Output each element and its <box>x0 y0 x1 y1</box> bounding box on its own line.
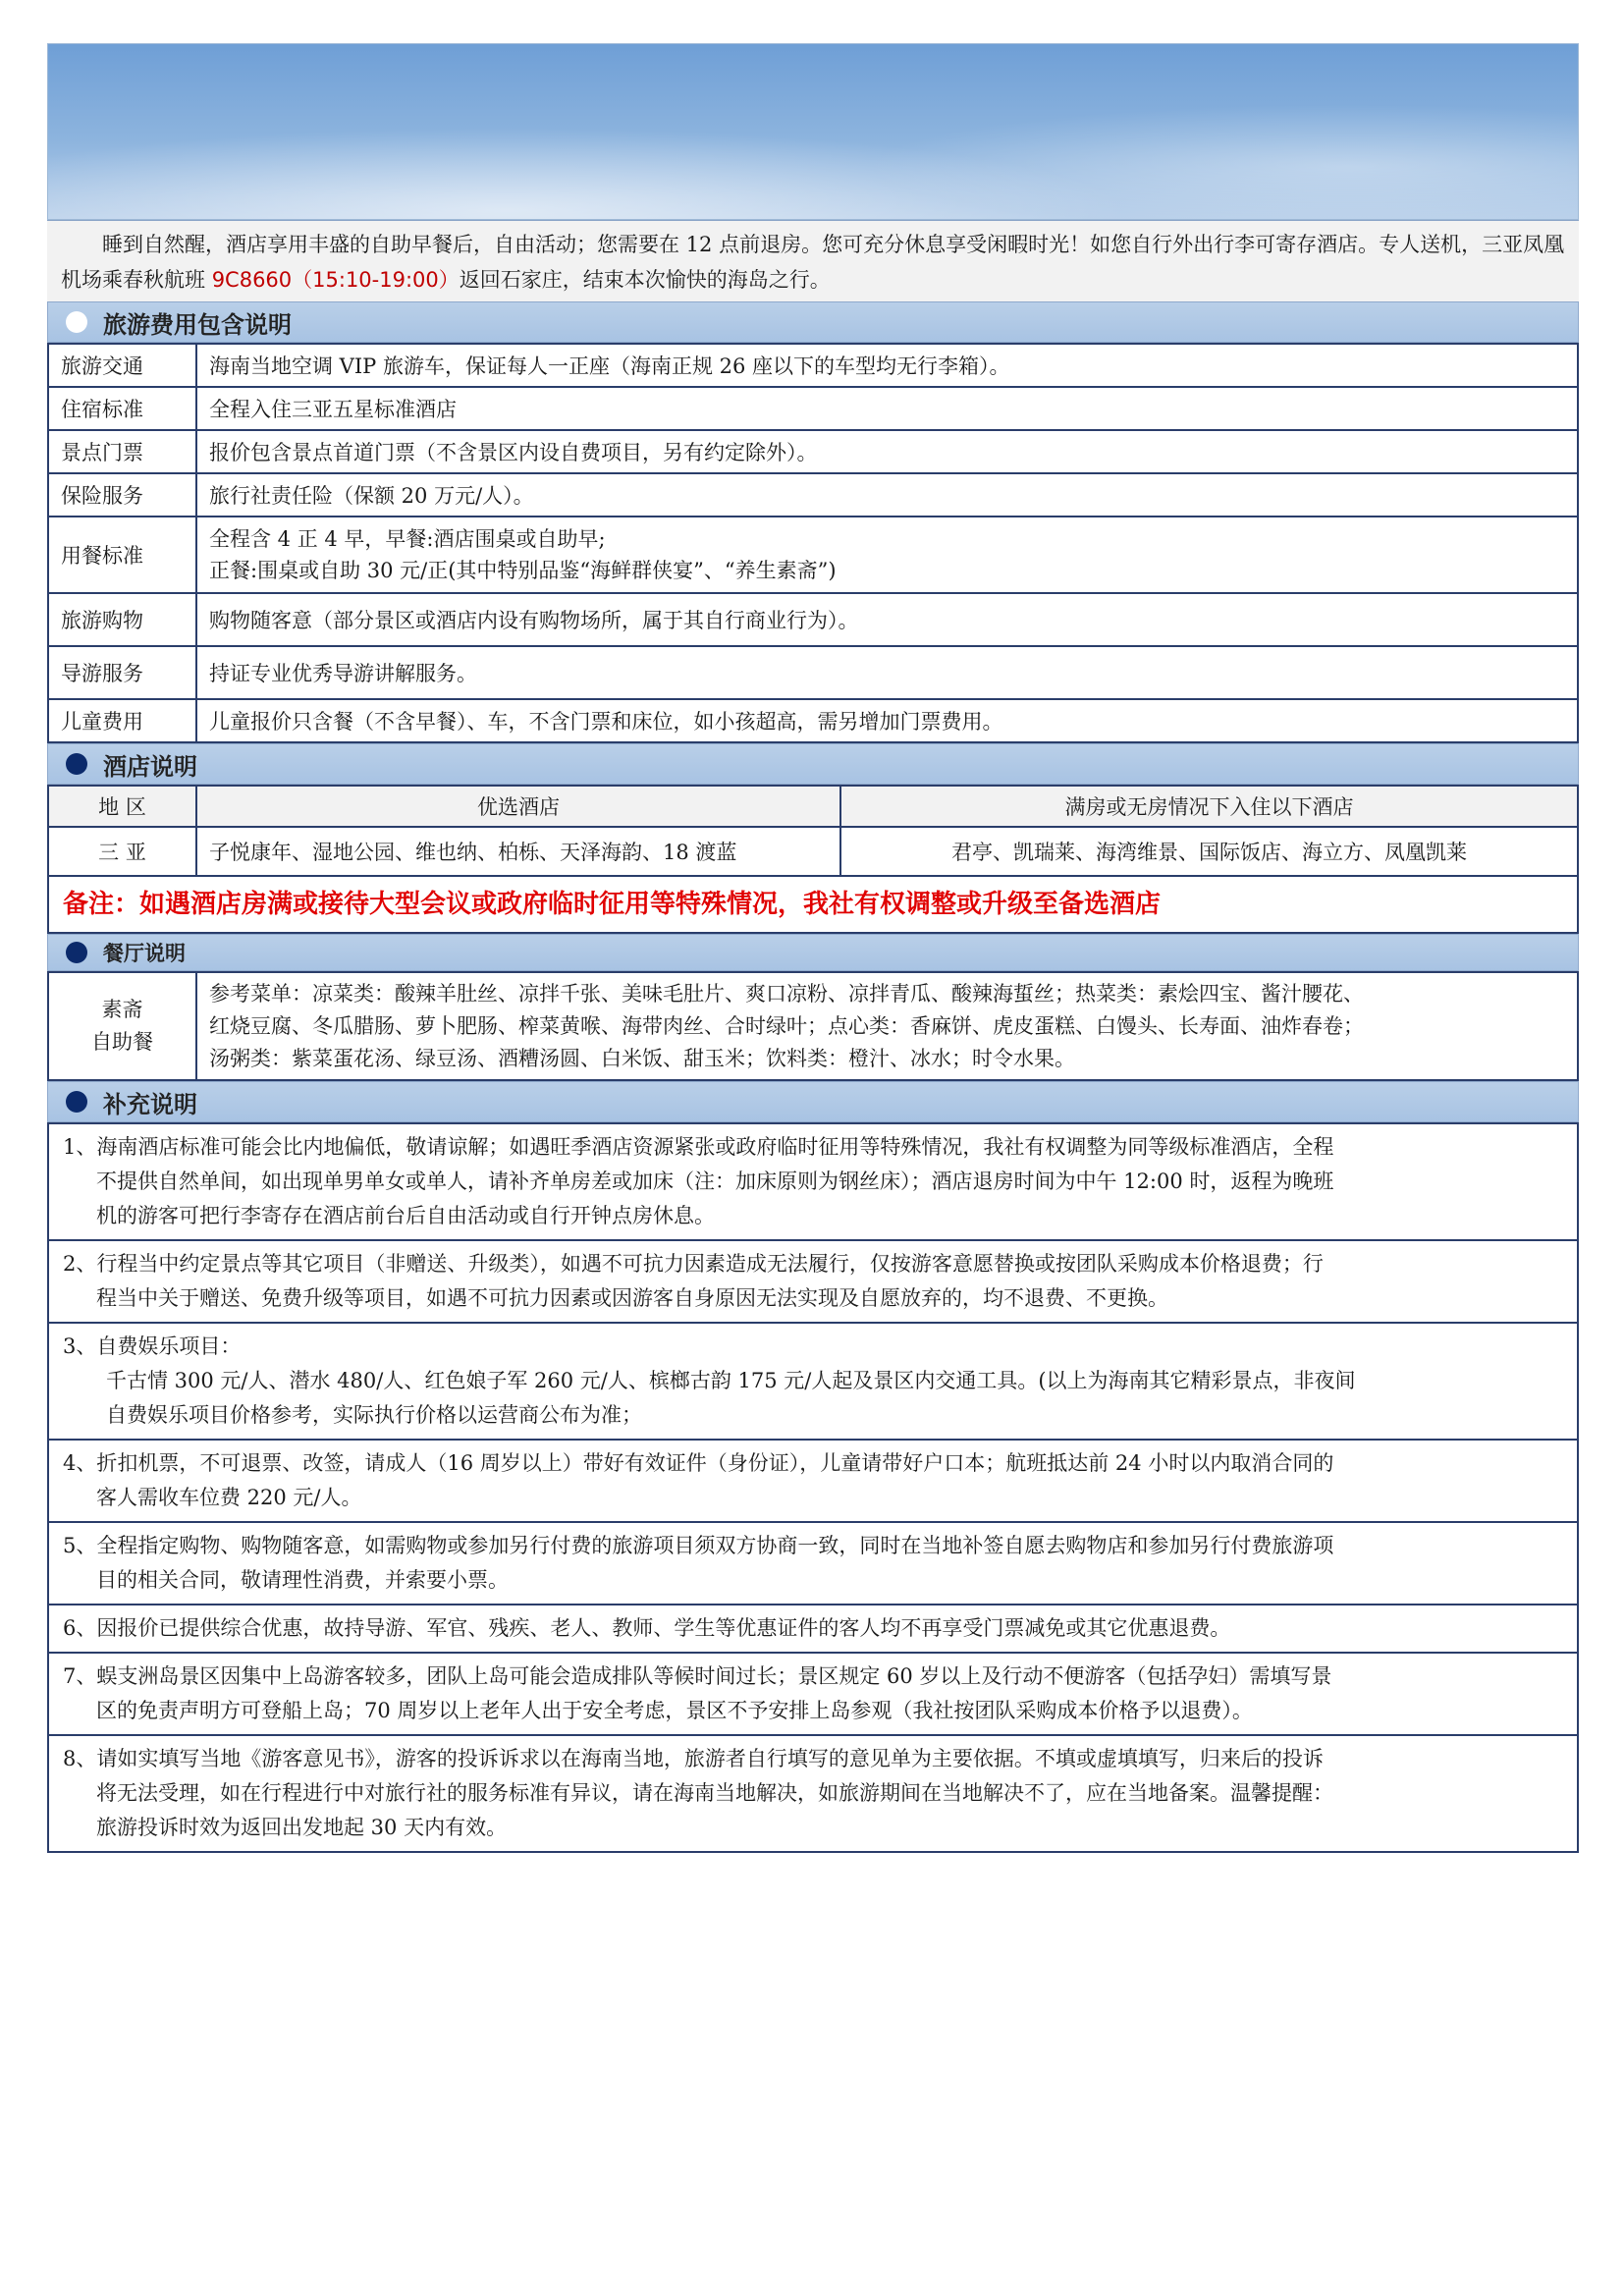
table-row <box>48 1605 1578 1653</box>
row-value: 儿童报价只含餐（不含早餐）、车，不含门票和床位，如小孩超高，需另增加门票费用。 <box>196 699 1578 742</box>
header-banner <box>47 43 1579 220</box>
supplement-item <box>48 1440 1578 1522</box>
table-row <box>48 1323 1578 1440</box>
restaurant-section-title: 餐厅说明 <box>103 942 186 965</box>
row-label: 导游服务 <box>48 646 196 699</box>
table-row <box>48 699 1578 742</box>
supplement-item <box>48 1123 1578 1240</box>
table-row <box>48 1522 1578 1605</box>
item-line: 程当中关于赠送、免费升级等项目，如遇不可抗力因素或因游客自身原因无法实现及自愿放弃的，均不退费、不更换。 <box>96 1286 1168 1310</box>
item-line: 1、海南酒店标准可能会比内地偏低，敬请谅解；如遇旺季酒店资源紧张或政府临时征用等特殊情况，我社有权调整为同等级标准酒店，全程 <box>63 1135 1334 1159</box>
table-row <box>48 972 1578 1080</box>
region-cell: 三 亚 <box>48 827 196 876</box>
item-line: 6、因报价已提供综合优惠，故持导游、军官、残疾、老人、教师、学生等优惠证件的客人均不再享受门票减免或其它优惠退费。 <box>63 1616 1231 1640</box>
table-row <box>48 593 1578 646</box>
row-value <box>196 517 1578 593</box>
row-label: 旅游交通 <box>48 344 196 387</box>
row-value: 持证专业优秀导游讲解服务。 <box>196 646 1578 699</box>
item-line: 将无法受理，如在行程进行中对旅行社的服务标准有异议，请在海南当地解决，如旅游期间在当地解决不了，应在当地备案。温馨提醒： <box>96 1781 1333 1805</box>
item-line: 千古情 300 元/人、潜水 480/人、红色娘子军 260 元/人、槟榔古韵 175 元/人起及景区内交通工具。(以上为海南其它精彩景点，非夜间 <box>106 1369 1356 1392</box>
fee-section-header <box>47 301 1579 343</box>
supplement-item <box>48 1522 1578 1605</box>
hotel-table <box>47 785 1579 877</box>
restaurant-section-header <box>47 934 1579 971</box>
menu-line-3: 汤粥类：紫菜蛋花汤、绿豆汤、酒糟汤圆、白米饭、甜玉米；饮料类：橙汁、冰水；时令水果。 <box>209 1046 1075 1070</box>
supplement-table <box>47 1122 1579 1853</box>
row-label: 住宿标准 <box>48 387 196 430</box>
item-line: 旅游投诉时效为返回出发地起 30 天内有效。 <box>96 1816 508 1839</box>
fee-section-title: 旅游费用包含说明 <box>103 310 292 339</box>
item-line: 5、全程指定购物、购物随客意，如需购物或参加另行付费的旅游项目须双方协商一致，同时在当地补签自愿去购物店和参加另行付费旅游项 <box>63 1534 1334 1557</box>
item-line: 不提供自然单间，如出现单男单女或单人，请补齐单房差或加床（注：加床原则为钢丝床）；酒店退房时间为中午 12:00 时，返程为晚班 <box>96 1170 1334 1193</box>
item-line: 3、自费娱乐项目： <box>63 1334 242 1358</box>
table-row <box>48 646 1578 699</box>
table-row <box>48 344 1578 387</box>
table-row <box>48 517 1578 593</box>
hotel-section-title: 酒店说明 <box>103 752 197 781</box>
table-row <box>48 1123 1578 1240</box>
row-label: 儿童费用 <box>48 699 196 742</box>
hotel-note: 备注：如遇酒店房满或接待大型会议或政府临时征用等特殊情况，我社有权调整或升级至备选酒店 <box>47 877 1579 934</box>
meal-line-1: 全程含 4 正 4 早，早餐:酒店围桌或自助早; <box>209 527 606 551</box>
row-value: 海南当地空调 VIP 旅游车，保证每人一正座（海南正规 26 座以下的车型均无行李箱）。 <box>196 344 1578 387</box>
bullet-dot-icon <box>66 1091 87 1113</box>
row-label: 保险服务 <box>48 473 196 517</box>
table-row <box>48 387 1578 430</box>
supplement-item <box>48 1240 1578 1323</box>
row-label: 旅游购物 <box>48 593 196 646</box>
supplement-item <box>48 1735 1578 1852</box>
header-cell-region: 地 区 <box>48 786 196 827</box>
menu-line-2: 红烧豆腐、冬瓜腊肠、萝卜肥肠、榨菜黄喉、海带肉丝、合时绿叶；点心类：香麻饼、虎皮蛋糕、白馒头、长寿面、油炸春卷； <box>209 1013 1364 1038</box>
restaurant-label <box>48 972 196 1080</box>
row-value: 报价包含景点首道门票（不含景区内设自费项目，另有约定除外）。 <box>196 430 1578 473</box>
page <box>47 43 1579 1853</box>
intro-text-2: 返回石家庄，结束本次愉快的海岛之行。 <box>459 268 831 292</box>
flight-number: 9C8660（15:10-19:00） <box>211 268 460 292</box>
bullet-dot-icon <box>66 311 87 333</box>
table-row <box>48 1653 1578 1735</box>
table-row <box>48 473 1578 517</box>
intro-text-1: 睡到自然醒，酒店享用丰盛的自助早餐后，自由活动；您需要在 12 点前退房。您可充分休息享受闲暇时光！如您自行外出行李可寄存酒店。专人送机，三亚凤凰机场乘春秋航班 <box>61 233 1565 292</box>
bullet-dot-icon <box>66 753 87 775</box>
meal-line-2: 正餐:围桌或自助 30 元/正(其中特别品鉴“海鲜群侠宴”、“养生素斋”) <box>209 559 837 582</box>
restaurant-table <box>47 971 1579 1081</box>
item-line: 7、蜈支洲岛景区因集中上岛游客较多，团队上岛可能会造成排队等候时间过长；景区规定 60 岁以上及行动不便游客（包括孕妇）需填写景 <box>63 1664 1332 1688</box>
table-header-row <box>48 786 1578 827</box>
supplement-item <box>48 1605 1578 1653</box>
table-row <box>48 430 1578 473</box>
intro-paragraph <box>47 220 1579 301</box>
table-row <box>48 827 1578 876</box>
item-line: 区的免责声明方可登船上岛；70 周岁以上老年人出于安全考虑，景区不予安排上岛参观（我社按团队采购成本价格予以退费）。 <box>96 1699 1253 1722</box>
table-row <box>48 1735 1578 1852</box>
supplement-item <box>48 1323 1578 1440</box>
item-line: 4、折扣机票，不可退票、改签，请成人（16 周岁以上）带好有效证件（身份证），儿童请带好户口本；航班抵达前 24 小时以内取消合同的 <box>63 1451 1334 1475</box>
supplement-section-header <box>47 1081 1579 1122</box>
menu-line-1: 参考菜单：凉菜类：酸辣羊肚丝、凉拌千张、美味毛肚片、爽口凉粉、凉拌青瓜、酸辣海蜇丝；热菜类：素烩四宝、酱汁腰花、 <box>209 981 1364 1006</box>
row-label: 用餐标准 <box>48 517 196 593</box>
item-line: 8、请如实填写当地《游客意见书》，游客的投诉诉求以在海南当地，旅游者自行填写的意见单为主要依据。不填或虚填填写，归来后的投诉 <box>63 1747 1324 1770</box>
row-value: 购物随客意（部分景区或酒店内设有购物场所，属于其自行商业行为）。 <box>196 593 1578 646</box>
alternate-hotels: 君亭、凯瑞莱、海湾维景、国际饭店、海立方、凤凰凯莱 <box>840 827 1578 876</box>
supplement-item <box>48 1653 1578 1735</box>
label-line-1: 素斋 <box>101 998 143 1021</box>
row-value: 全程入住三亚五星标准酒店 <box>196 387 1578 430</box>
header-cell-preferred: 优选酒店 <box>196 786 840 827</box>
hotel-section-header <box>47 743 1579 785</box>
table-row <box>48 1440 1578 1522</box>
item-line: 机的游客可把行李寄存在酒店前台后自由活动或自行开钟点房休息。 <box>96 1204 715 1227</box>
table-row <box>48 1240 1578 1323</box>
label-line-2: 自助餐 <box>91 1030 153 1054</box>
row-label: 景点门票 <box>48 430 196 473</box>
fee-table <box>47 343 1579 743</box>
menu-cell <box>196 972 1578 1080</box>
item-line: 客人需收车位费 220 元/人。 <box>96 1486 362 1509</box>
preferred-hotels: 子悦康年、湿地公园、维也纳、柏栎、天泽海韵、18 渡蓝 <box>196 827 840 876</box>
item-line: 目的相关合同，敬请理性消费，并索要小票。 <box>96 1568 509 1592</box>
supplement-section-title: 补充说明 <box>103 1090 197 1118</box>
item-line: 2、行程当中约定景点等其它项目（非赠送、升级类），如遇不可抗力因素造成无法履行，仅按游客意愿替换或按团队采购成本价格退费；行 <box>63 1252 1324 1276</box>
bullet-dot-icon <box>66 942 87 963</box>
row-value: 旅行社责任险（保额 20 万元/人）。 <box>196 473 1578 517</box>
item-line: 自费娱乐项目价格参考，实际执行价格以运营商公布为准； <box>106 1403 642 1427</box>
header-cell-alternate: 满房或无房情况下入住以下酒店 <box>840 786 1578 827</box>
